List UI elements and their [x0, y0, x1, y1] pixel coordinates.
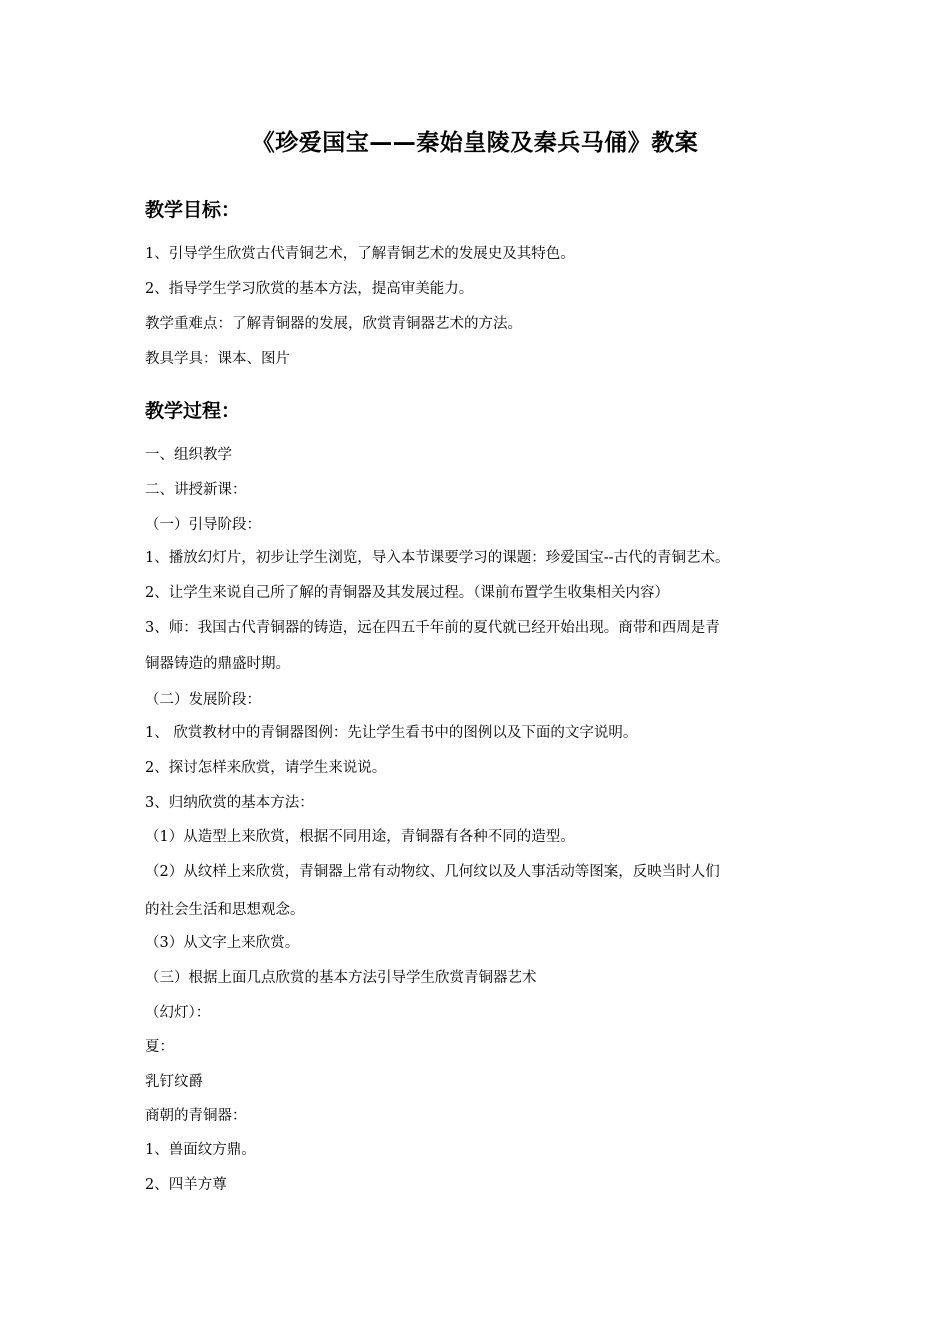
process-line: 夏：: [145, 1039, 174, 1055]
objective-line-2: 2、指导学生学习欣赏的基本方法，提高审美能力。: [145, 281, 474, 297]
process-line: 2、探讨怎样来欣赏，请学生来说说。: [145, 760, 387, 776]
process-line: 一、组织教学: [145, 447, 232, 463]
process-line: 的社会生活和思想观念。: [145, 902, 305, 918]
process-line: （幻灯）：: [145, 1005, 211, 1021]
process-line: 乳钉纹爵: [145, 1074, 203, 1090]
process-line: 二、讲授新课：: [145, 482, 247, 498]
section-heading-process: 教学过程：: [145, 400, 241, 422]
objective-line-1: 1、引导学生欣赏古代青铜艺术，了解青铜艺术的发展史及其特色。: [145, 246, 575, 262]
process-line: （三）根据上面几点欣赏的基本方法引导学生欣赏青铜器艺术: [145, 970, 537, 986]
process-line: 1、播放幻灯片，初步让学生浏览，导入本节课要学习的课题：珍爱国宝--古代的青铜艺术。: [145, 550, 730, 566]
process-line: （1）从造型上来欣赏，根据不同用途，青铜器有各种不同的造型。: [145, 829, 575, 845]
section-heading-objectives: 教学目标：: [145, 199, 241, 221]
process-line: （二）发展阶段：: [145, 692, 261, 708]
process-line: （一）引导阶段：: [145, 517, 261, 533]
document-title: 《珍爱国宝——秦始皇陵及秦兵马俑》教案: [251, 130, 699, 156]
process-line: 2、让学生来说自己所了解的青铜器及其发展过程。（课前布置学生收集相关内容）: [145, 585, 669, 601]
process-line: （3）从文字上来欣赏。: [145, 935, 300, 951]
key-points-line: 教学重难点：了解青铜器的发展，欣赏青铜器艺术的方法。: [145, 316, 522, 332]
process-line: 2、四羊方尊: [145, 1177, 227, 1193]
process-line: 3、归纳欣赏的基本方法：: [145, 795, 314, 811]
process-line: 1、兽面纹方鼎。: [145, 1142, 256, 1158]
process-line: （2）从纹样上来欣赏，青铜器上常有动物纹、几何纹以及人事活动等图案，反映当时人们: [145, 864, 720, 880]
process-line: 商朝的青铜器：: [145, 1108, 247, 1124]
process-line: 3、师：我国古代青铜器的铸造，远在四五千年前的夏代就已经开始出现。商带和西周是青: [145, 620, 720, 636]
process-line: 1、 欣赏教材中的青铜器图例：先让学生看书中的图例以及下面的文字说明。: [145, 725, 638, 741]
teaching-tools-line: 教具学具：课本、图片: [145, 351, 290, 367]
process-line: 铜器铸造的鼎盛时期。: [145, 656, 290, 672]
